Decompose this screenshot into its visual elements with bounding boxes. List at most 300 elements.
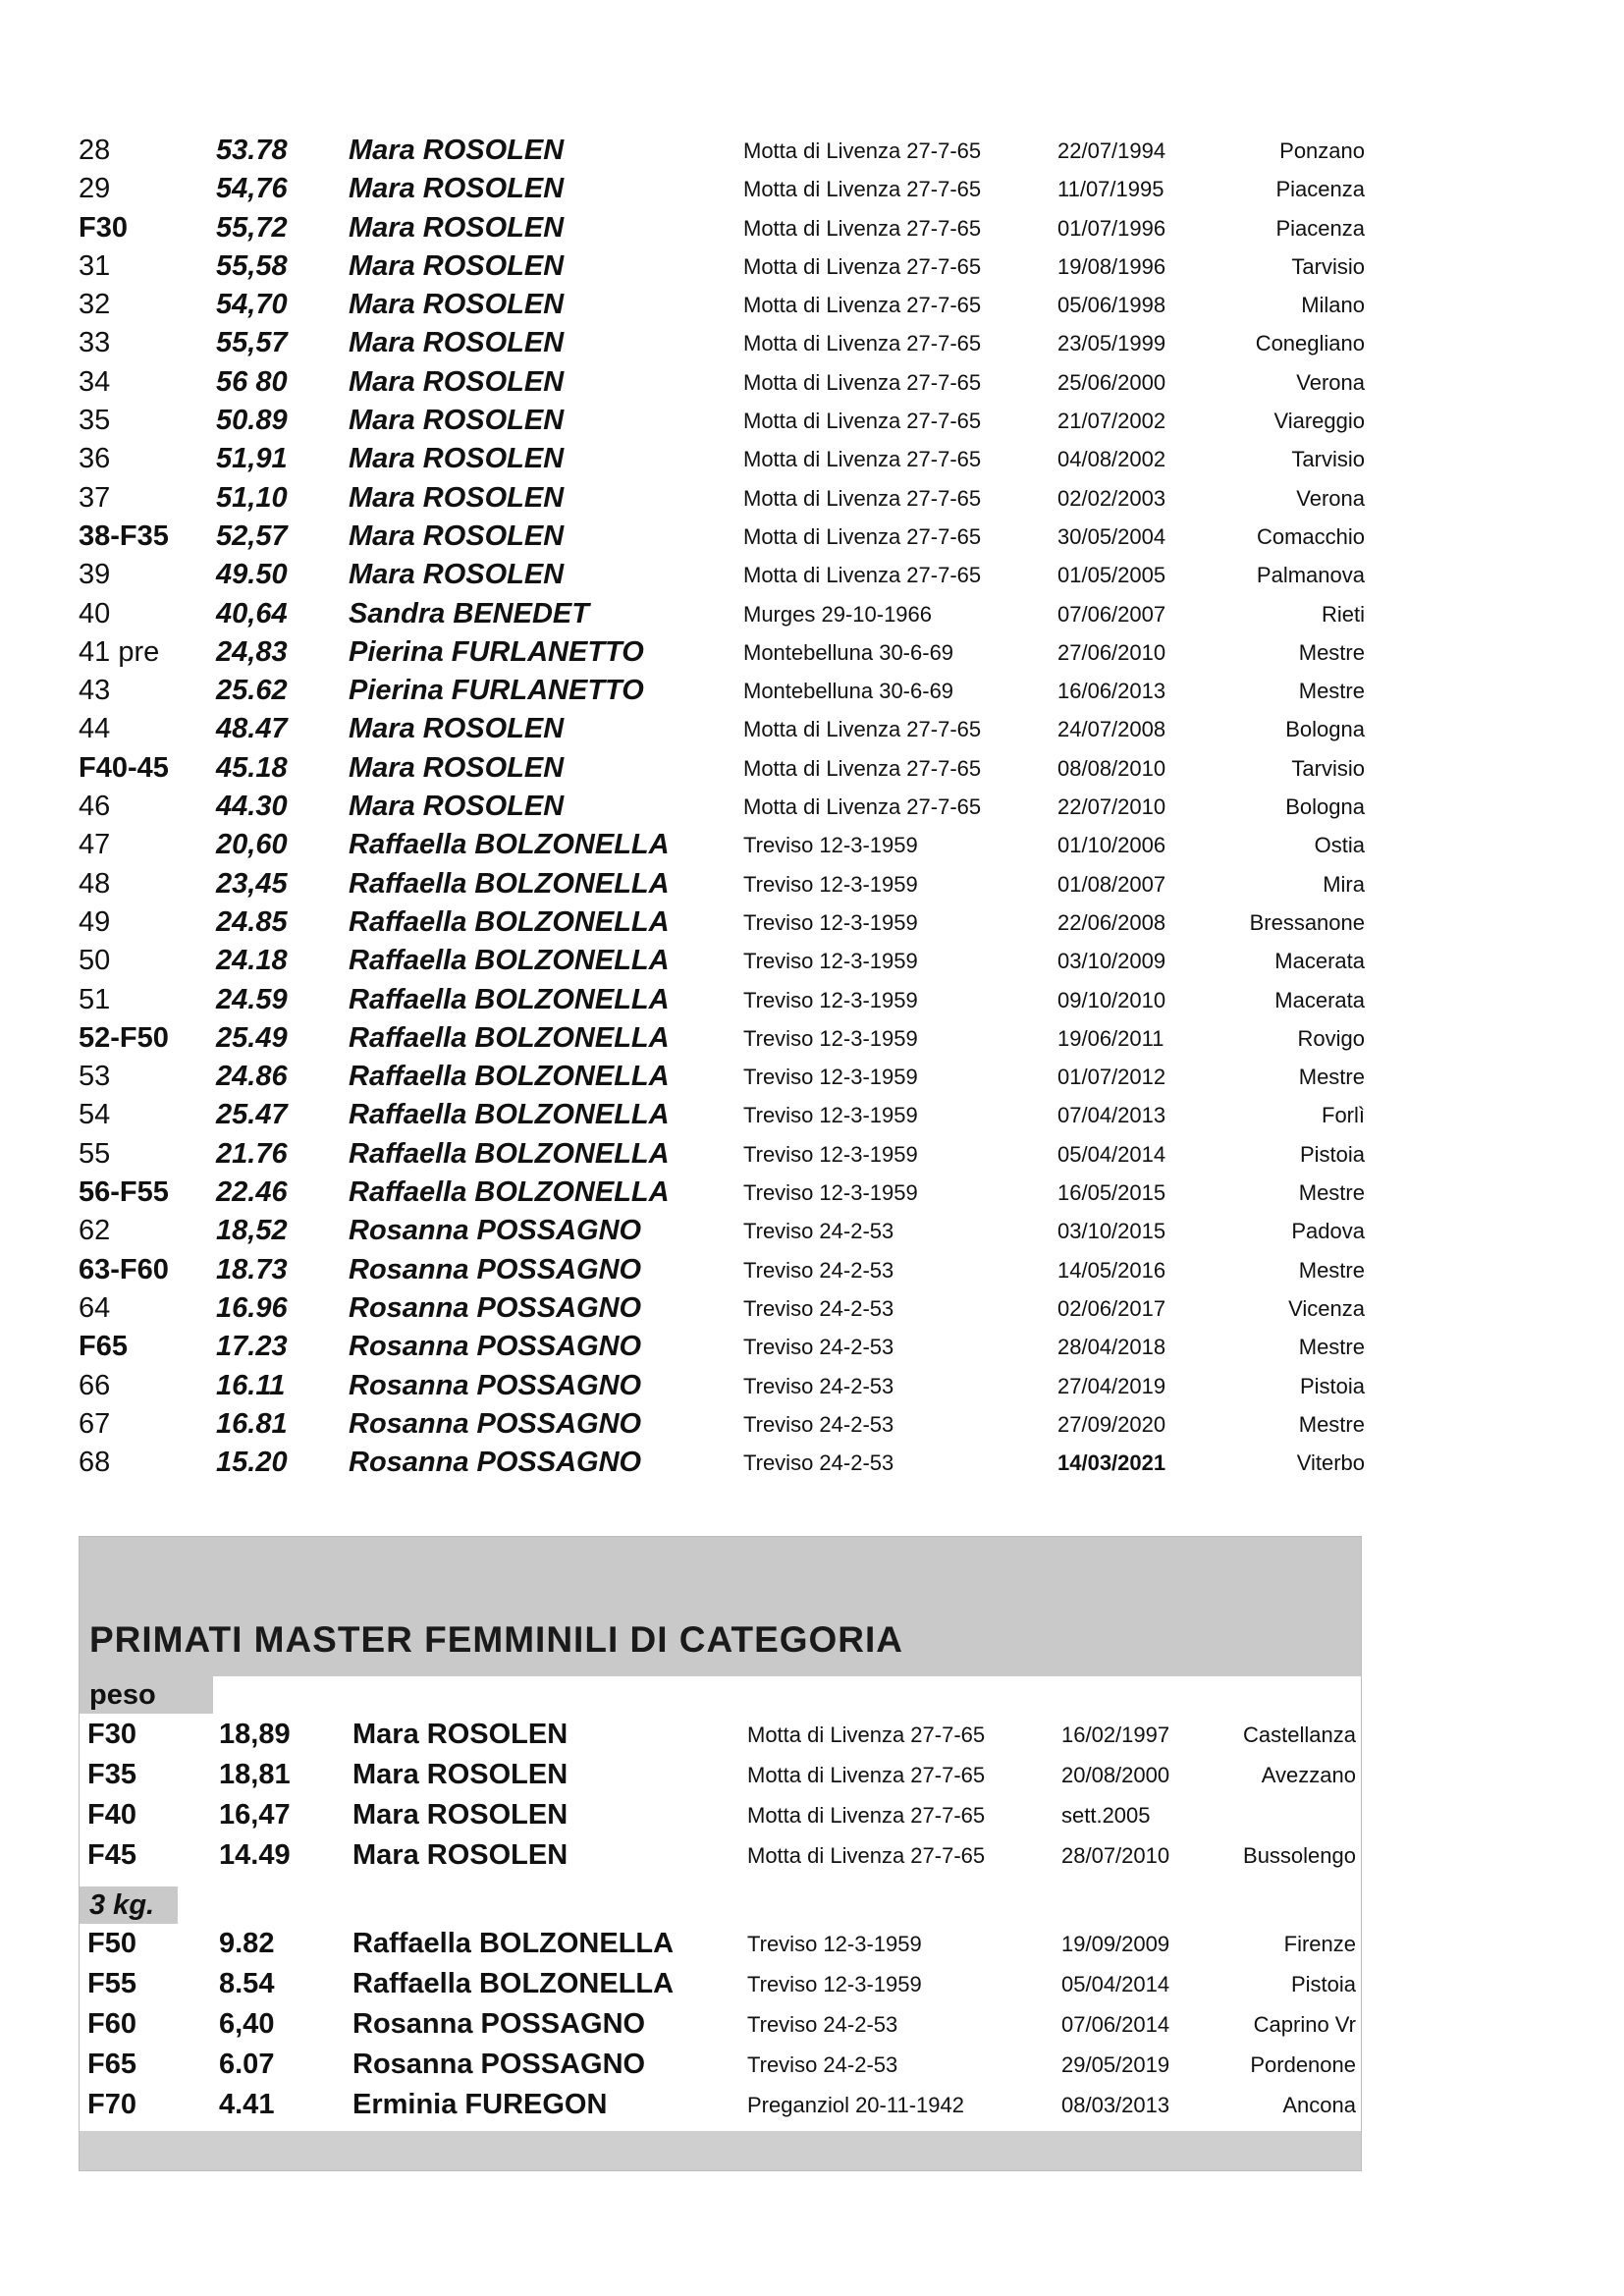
row-age: 31	[79, 249, 111, 282]
table-row	[80, 2045, 1361, 2085]
row-athlete-name: Mara ROSOLEN	[349, 751, 565, 784]
row-athlete-name: Sandra BENEDET	[349, 597, 589, 629]
row-age: 28	[79, 135, 111, 166]
table-row	[80, 1835, 1361, 1876]
row-athlete-name: Mara ROSOLEN	[349, 559, 565, 591]
row-athlete-name: Rosanna POSSAGNO	[349, 1369, 642, 1401]
row-category: F55	[87, 1968, 136, 1999]
row-age: 53	[79, 1061, 111, 1093]
row-age: 47	[79, 829, 111, 861]
table-row	[79, 633, 1365, 672]
row-result: 8.54	[219, 1968, 275, 1999]
row-place: Tarvisio	[1291, 447, 1365, 472]
row-result: 9.82	[219, 1928, 275, 1959]
table-row	[79, 518, 1365, 556]
row-date: 03/10/2009	[1057, 949, 1166, 974]
row-athlete-name: Mara ROSOLEN	[349, 365, 565, 398]
row-date: 01/05/2005	[1057, 563, 1166, 588]
row-birth-info: Treviso 24-2-53	[743, 1373, 894, 1398]
row-result: 45.18	[216, 751, 288, 784]
table-row	[79, 1289, 1365, 1328]
row-age: 32	[79, 289, 111, 321]
row-place: Padova	[1291, 1219, 1365, 1244]
table-row	[79, 1019, 1365, 1058]
row-athlete-name: Rosanna POSSAGNO	[349, 1253, 642, 1285]
row-place: Piacenza	[1275, 177, 1365, 202]
row-category: F70	[87, 2089, 136, 2120]
row-birth-info: Murges 29-10-1966	[743, 601, 933, 627]
row-result: 56 80	[216, 365, 288, 398]
row-athlete-name: Mara ROSOLEN	[352, 1839, 568, 1871]
row-result: 55,58	[216, 249, 288, 282]
row-result: 18.73	[216, 1253, 288, 1285]
row-date: 24/07/2008	[1057, 717, 1166, 742]
row-birth-info: Treviso 12-3-1959	[747, 1972, 922, 1996]
row-age: 50	[79, 945, 111, 977]
row-athlete-name: Raffaella BOLZONELLA	[349, 1021, 670, 1054]
row-age: 44	[79, 713, 111, 745]
row-date: 08/03/2013	[1061, 2093, 1170, 2117]
row-date: 27/04/2019	[1057, 1373, 1166, 1398]
row-age: 39	[79, 559, 111, 591]
row-birth-info: Motta di Livenza 27-7-65	[743, 794, 982, 820]
row-athlete-name: Mara ROSOLEN	[349, 289, 565, 321]
row-place: Pistoia	[1299, 1373, 1365, 1398]
row-result: 22.46	[216, 1176, 288, 1209]
row-athlete-name: Mara ROSOLEN	[349, 327, 565, 359]
row-result: 16,47	[219, 1799, 291, 1831]
row-date: 21/07/2002	[1057, 409, 1166, 434]
row-result: 23,45	[216, 867, 288, 900]
table-row	[80, 1755, 1361, 1795]
subhead-peso: peso	[80, 1676, 213, 1714]
row-result: 17.23	[216, 1331, 288, 1363]
row-place: Bologna	[1285, 717, 1365, 742]
row-date: 16/05/2015	[1057, 1180, 1166, 1206]
row-date: 08/08/2010	[1057, 755, 1166, 781]
row-place: Vicenza	[1288, 1295, 1365, 1321]
table-row	[79, 1405, 1365, 1444]
table-row	[79, 247, 1365, 286]
row-result: 51,10	[216, 481, 288, 514]
row-date: 11/07/1995	[1057, 177, 1164, 202]
row-athlete-name: Raffaella BOLZONELLA	[349, 1061, 670, 1093]
row-age: 40	[79, 597, 111, 629]
row-result: 53.78	[216, 135, 288, 166]
row-date: 14/03/2021	[1057, 1450, 1166, 1476]
row-age: 38-F35	[79, 519, 169, 552]
row-date: 19/06/2011	[1057, 1025, 1164, 1051]
table-row	[79, 1328, 1365, 1366]
row-result: 52,57	[216, 519, 288, 552]
row-result: 55,57	[216, 327, 288, 359]
row-athlete-name: Mara ROSOLEN	[349, 211, 565, 244]
row-athlete-name: Rosanna POSSAGNO	[349, 1331, 642, 1363]
row-athlete-name: Rosanna POSSAGNO	[349, 1215, 642, 1247]
table-row	[79, 788, 1365, 826]
row-date: 27/09/2020	[1057, 1411, 1166, 1437]
row-date: 01/08/2007	[1057, 871, 1166, 897]
row-result: 24.59	[216, 983, 288, 1015]
table-row	[79, 286, 1365, 324]
row-athlete-name: Erminia FUREGON	[352, 2089, 608, 2120]
row-birth-info: Treviso 12-3-1959	[743, 833, 918, 858]
row-birth-info: Montebelluna 30-6-69	[743, 639, 954, 665]
row-age: 48	[79, 867, 111, 900]
row-birth-info: Motta di Livenza 27-7-65	[743, 409, 982, 434]
row-birth-info: Motta di Livenza 27-7-65	[743, 138, 982, 163]
age-records-table	[79, 132, 1365, 1482]
row-result: 54,76	[216, 173, 288, 205]
row-birth-info: Motta di Livenza 27-7-65	[743, 485, 982, 511]
row-result: 18,52	[216, 1215, 288, 1247]
table-row	[79, 440, 1365, 478]
row-result: 40,64	[216, 597, 288, 629]
row-athlete-name: Pierina FURLANETTO	[349, 675, 644, 707]
row-age: 68	[79, 1447, 111, 1479]
table-row	[79, 981, 1365, 1019]
table-row	[79, 903, 1365, 942]
row-birth-info: Treviso 12-3-1959	[743, 871, 918, 897]
row-birth-info: Treviso 12-3-1959	[743, 1141, 918, 1167]
row-athlete-name: Raffaella BOLZONELLA	[349, 1099, 670, 1131]
table-row	[80, 1964, 1361, 2004]
row-place: Rovigo	[1297, 1025, 1365, 1051]
row-result: 54,70	[216, 289, 288, 321]
row-age: 41 pre	[79, 635, 160, 668]
row-date: 09/10/2010	[1057, 987, 1166, 1012]
row-place: Forlì	[1322, 1103, 1365, 1128]
row-age: 35	[79, 405, 111, 437]
row-result: 18,89	[219, 1719, 291, 1750]
row-age: 62	[79, 1215, 111, 1247]
row-age: 37	[79, 481, 111, 514]
table-row	[79, 1212, 1365, 1250]
table-row	[79, 942, 1365, 980]
row-result: 15.20	[216, 1447, 288, 1479]
row-place: Mira	[1323, 871, 1365, 897]
row-place: Macerata	[1274, 949, 1365, 974]
row-age: 51	[79, 983, 111, 1015]
table-row	[79, 1174, 1365, 1212]
row-age: 54	[79, 1099, 111, 1131]
row-athlete-name: Mara ROSOLEN	[352, 1799, 568, 1831]
table-row	[79, 865, 1365, 903]
row-athlete-name: Mara ROSOLEN	[349, 249, 565, 282]
row-date: 27/06/2010	[1057, 639, 1166, 665]
row-birth-info: Treviso 12-3-1959	[743, 1103, 918, 1128]
row-birth-info: Motta di Livenza 27-7-65	[743, 253, 982, 279]
row-result: 16.81	[216, 1407, 288, 1440]
row-date: 07/06/2014	[1061, 2012, 1170, 2037]
row-place: Comacchio	[1256, 523, 1365, 549]
row-birth-info: Motta di Livenza 27-7-65	[743, 293, 982, 318]
row-athlete-name: Raffaella BOLZONELLA	[349, 1176, 670, 1209]
row-date: 01/07/1996	[1057, 215, 1166, 241]
row-result: 14.49	[219, 1839, 291, 1871]
row-athlete-name: Raffaella BOLZONELLA	[349, 905, 670, 938]
row-birth-info: Treviso 24-2-53	[747, 2012, 898, 2037]
row-birth-info: Treviso 24-2-53	[743, 1450, 894, 1476]
row-age: 64	[79, 1291, 111, 1324]
row-athlete-name: Mara ROSOLEN	[352, 1759, 568, 1790]
table-row	[79, 132, 1365, 170]
row-athlete-name: Raffaella BOLZONELLA	[349, 867, 670, 900]
row-date: 16/06/2013	[1057, 679, 1166, 704]
row-birth-info: Treviso 24-2-53	[743, 1257, 894, 1283]
row-result: 48.47	[216, 713, 288, 745]
row-date: 22/06/2008	[1057, 909, 1166, 935]
row-athlete-name: Rosanna POSSAGNO	[349, 1447, 642, 1479]
row-category: F65	[87, 2049, 136, 2080]
row-result: 16.96	[216, 1291, 288, 1324]
category-records-section	[79, 1536, 1362, 2171]
row-birth-info: Motta di Livenza 27-7-65	[743, 215, 982, 241]
row-birth-info: Motta di Livenza 27-7-65	[743, 523, 982, 549]
row-place: Viareggio	[1273, 409, 1365, 434]
row-result: 24,83	[216, 635, 288, 668]
row-age: 43	[79, 675, 111, 707]
row-age: F40-45	[79, 751, 169, 784]
row-result: 25.47	[216, 1099, 288, 1131]
row-category: F60	[87, 2008, 136, 2040]
row-date: 03/10/2015	[1057, 1219, 1166, 1244]
row-date: 19/08/1996	[1057, 253, 1166, 279]
table-row	[79, 1444, 1365, 1482]
row-birth-info: Motta di Livenza 27-7-65	[747, 1803, 986, 1828]
row-place: Verona	[1296, 369, 1365, 395]
row-athlete-name: Rosanna POSSAGNO	[349, 1407, 642, 1440]
row-athlete-name: Mara ROSOLEN	[349, 173, 565, 205]
row-age: 49	[79, 905, 111, 938]
row-place: Mestre	[1298, 1065, 1365, 1090]
row-result: 25.62	[216, 675, 288, 707]
row-birth-info: Treviso 12-3-1959	[747, 1932, 922, 1956]
row-category: F50	[87, 1928, 136, 1959]
row-place: Milano	[1301, 293, 1365, 318]
row-date: 29/05/2019	[1061, 2052, 1170, 2077]
row-place: Verona	[1296, 485, 1365, 511]
row-date: 22/07/2010	[1057, 794, 1166, 820]
row-age: F30	[79, 211, 128, 244]
table-row	[80, 1924, 1361, 1964]
row-place: Rieti	[1321, 601, 1365, 627]
row-age: 52-F50	[79, 1021, 169, 1054]
row-age: 33	[79, 327, 111, 359]
row-birth-info: Motta di Livenza 27-7-65	[743, 755, 982, 781]
row-birth-info: Treviso 24-2-53	[747, 2052, 898, 2077]
row-birth-info: Motta di Livenza 27-7-65	[743, 177, 982, 202]
row-date: 22/07/1994	[1057, 138, 1166, 163]
row-result: 44.30	[216, 791, 288, 823]
row-date: 02/02/2003	[1057, 485, 1166, 511]
table-row	[79, 324, 1365, 362]
row-date: 01/10/2006	[1057, 833, 1166, 858]
row-birth-info: Treviso 24-2-53	[743, 1219, 894, 1244]
row-birth-info: Treviso 12-3-1959	[743, 949, 918, 974]
table-row	[79, 710, 1365, 748]
row-category: F45	[87, 1839, 136, 1871]
row-place: Piacenza	[1275, 215, 1365, 241]
subhead-3kg: 3 kg.	[80, 1886, 178, 1924]
row-place: Mestre	[1298, 1180, 1365, 1206]
row-birth-info: Treviso 12-3-1959	[743, 909, 918, 935]
row-place: Caprino Vr	[1253, 2012, 1356, 2037]
row-place: Firenze	[1283, 1932, 1356, 1956]
row-result: 24.85	[216, 905, 288, 938]
row-age: F65	[79, 1331, 128, 1363]
table-row	[79, 170, 1365, 208]
row-birth-info: Motta di Livenza 27-7-65	[747, 1763, 986, 1787]
row-place: Viterbo	[1296, 1450, 1365, 1476]
row-athlete-name: Rosanna POSSAGNO	[352, 2049, 646, 2080]
row-result: 25.49	[216, 1021, 288, 1054]
row-birth-info: Motta di Livenza 27-7-65	[747, 1722, 986, 1747]
row-place: Conegliano	[1255, 331, 1365, 356]
row-place: Bussolengo	[1243, 1843, 1356, 1868]
section-footer-band	[80, 2131, 1361, 2170]
row-athlete-name: Mara ROSOLEN	[349, 481, 565, 514]
row-result: 18,81	[219, 1759, 291, 1790]
row-place: Ancona	[1282, 2093, 1356, 2117]
row-athlete-name: Rosanna POSSAGNO	[352, 2008, 646, 2040]
row-date: 02/06/2017	[1057, 1295, 1166, 1321]
table-row	[79, 1367, 1365, 1405]
row-age: 34	[79, 365, 111, 398]
row-date: 07/06/2007	[1057, 601, 1166, 627]
table-row	[79, 672, 1365, 710]
table-row	[79, 1096, 1365, 1134]
row-athlete-name: Mara ROSOLEN	[349, 405, 565, 437]
row-place: Mestre	[1298, 1411, 1365, 1437]
row-birth-info: Montebelluna 30-6-69	[743, 679, 954, 704]
table-row	[80, 2004, 1361, 2045]
row-place: Bologna	[1285, 794, 1365, 820]
row-birth-info: Motta di Livenza 27-7-65	[747, 1843, 986, 1868]
row-place: Castellanza	[1243, 1722, 1356, 1747]
row-place: Ponzano	[1279, 138, 1365, 163]
row-birth-info: Treviso 12-3-1959	[743, 1065, 918, 1090]
row-athlete-name: Mara ROSOLEN	[349, 713, 565, 745]
table-row	[79, 479, 1365, 518]
row-athlete-name: Mara ROSOLEN	[349, 791, 565, 823]
table-row	[79, 402, 1365, 440]
row-athlete-name: Mara ROSOLEN	[349, 519, 565, 552]
row-birth-info: Treviso 24-2-53	[743, 1295, 894, 1321]
table-row	[79, 1135, 1365, 1174]
row-age: 56-F55	[79, 1176, 169, 1209]
row-place: Pistoia	[1299, 1141, 1365, 1167]
row-date: 14/05/2016	[1057, 1257, 1166, 1283]
row-category: F35	[87, 1759, 136, 1790]
row-place: Tarvisio	[1291, 253, 1365, 279]
row-place: Tarvisio	[1291, 755, 1365, 781]
row-age: 67	[79, 1407, 111, 1440]
row-date: 01/07/2012	[1057, 1065, 1166, 1090]
row-date: 20/08/2000	[1061, 1763, 1170, 1787]
row-result: 16.11	[216, 1369, 286, 1401]
table-row	[79, 595, 1365, 633]
row-date: 19/09/2009	[1061, 1932, 1170, 1956]
table-row	[80, 1715, 1361, 1755]
row-athlete-name: Pierina FURLANETTO	[349, 635, 644, 668]
row-athlete-name: Mara ROSOLEN	[349, 443, 565, 475]
row-place: Avezzano	[1261, 1763, 1356, 1787]
row-birth-info: Treviso 12-3-1959	[743, 987, 918, 1012]
row-age: 63-F60	[79, 1253, 169, 1285]
row-birth-info: Motta di Livenza 27-7-65	[743, 331, 982, 356]
row-date: 25/06/2000	[1057, 369, 1166, 395]
row-athlete-name: Raffaella BOLZONELLA	[352, 1968, 675, 1999]
row-birth-info: Treviso 12-3-1959	[743, 1025, 918, 1051]
row-athlete-name: Raffaella BOLZONELLA	[352, 1928, 675, 1959]
row-place: Pordenone	[1250, 2052, 1356, 2077]
row-athlete-name: Raffaella BOLZONELLA	[349, 945, 670, 977]
row-date: 16/02/1997	[1061, 1722, 1170, 1747]
row-place: Pistoia	[1290, 1972, 1356, 1996]
section-title: PRIMATI MASTER FEMMINILI DI CATEGORIA	[89, 1619, 904, 1660]
row-birth-info: Motta di Livenza 27-7-65	[743, 369, 982, 395]
row-result: 6.07	[219, 2049, 275, 2080]
row-age: 36	[79, 443, 111, 475]
row-result: 24.18	[216, 945, 288, 977]
row-date: 28/07/2010	[1061, 1843, 1170, 1868]
row-age: 46	[79, 791, 111, 823]
row-birth-info: Motta di Livenza 27-7-65	[743, 717, 982, 742]
row-result: 20,60	[216, 829, 288, 861]
row-birth-info: Motta di Livenza 27-7-65	[743, 447, 982, 472]
row-result: 55,72	[216, 211, 288, 244]
row-athlete-name: Raffaella BOLZONELLA	[349, 1137, 670, 1170]
row-date: 05/06/1998	[1057, 293, 1166, 318]
row-birth-info: Treviso 24-2-53	[743, 1411, 894, 1437]
row-date: 30/05/2004	[1057, 523, 1166, 549]
row-result: 51,91	[216, 443, 288, 475]
row-birth-info: Treviso 24-2-53	[743, 1335, 894, 1360]
row-date: 28/04/2018	[1057, 1335, 1166, 1360]
row-place: Bressanone	[1249, 909, 1365, 935]
row-date: sett.2005	[1061, 1803, 1151, 1828]
row-result: 24.86	[216, 1061, 288, 1093]
row-place: Mestre	[1298, 1335, 1365, 1360]
row-athlete-name: Mara ROSOLEN	[352, 1719, 568, 1750]
table-row	[79, 1058, 1365, 1096]
row-date: 04/08/2002	[1057, 447, 1166, 472]
row-athlete-name: Mara ROSOLEN	[349, 135, 565, 166]
row-date: 05/04/2014	[1061, 1972, 1170, 1996]
row-date: 07/04/2013	[1057, 1103, 1166, 1128]
row-date: 05/04/2014	[1057, 1141, 1166, 1167]
row-category: F30	[87, 1719, 136, 1750]
row-result: 50.89	[216, 405, 288, 437]
row-birth-info: Preganziol 20-11-1942	[747, 2093, 964, 2117]
table-row	[79, 556, 1365, 594]
row-place: Macerata	[1274, 987, 1365, 1012]
row-birth-info: Motta di Livenza 27-7-65	[743, 563, 982, 588]
table-row	[79, 209, 1365, 247]
row-result: 21.76	[216, 1137, 288, 1170]
row-age: 66	[79, 1369, 111, 1401]
row-birth-info: Treviso 12-3-1959	[743, 1180, 918, 1206]
row-age: 55	[79, 1137, 111, 1170]
row-athlete-name: Raffaella BOLZONELLA	[349, 829, 670, 861]
row-category: F40	[87, 1799, 136, 1831]
row-place: Mestre	[1298, 1257, 1365, 1283]
row-place: Mestre	[1298, 639, 1365, 665]
table-row	[80, 1795, 1361, 1835]
table-row	[79, 749, 1365, 788]
row-result: 4.41	[219, 2089, 275, 2120]
